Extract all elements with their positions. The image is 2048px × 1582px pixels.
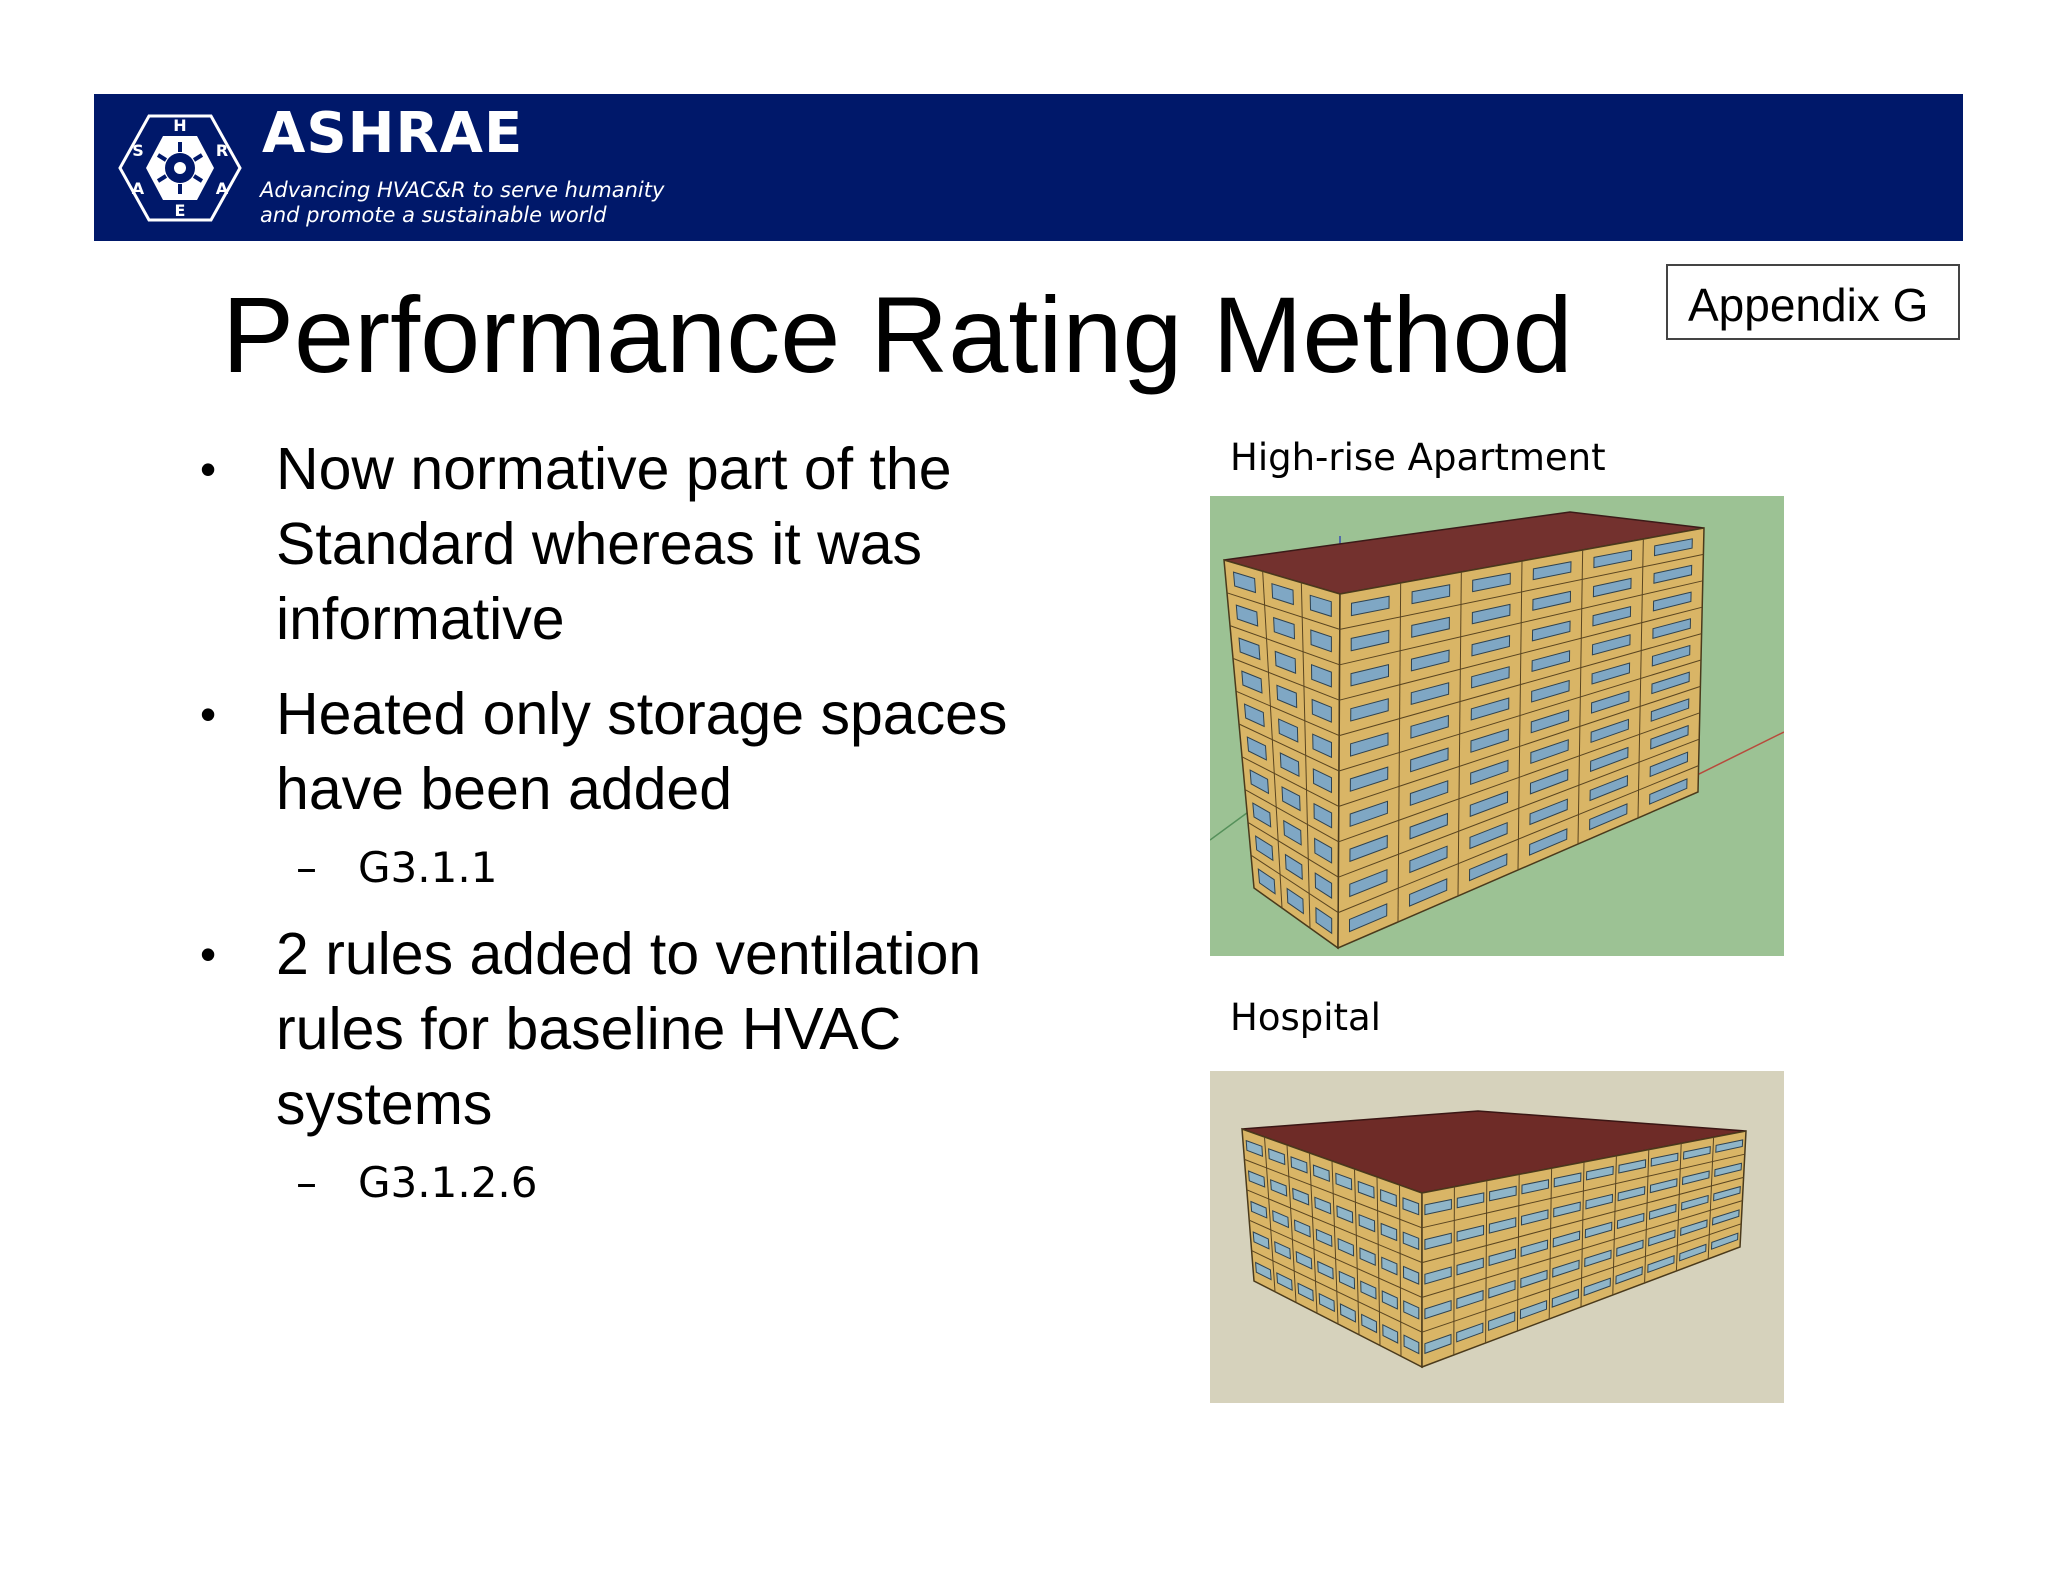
bullet-text: 2 rules added to ventilation rules for baseline HVAC systems (276, 921, 982, 1137)
apartment-building-image (1210, 496, 1784, 956)
sub-bullet-item (200, 841, 1080, 895)
tagline-line: Advancing HVAC&R to serve humanity (260, 178, 665, 202)
sub-bullet-dash: – (296, 1158, 317, 1207)
logo-letter: A (131, 179, 145, 198)
hospital-building-image (1210, 1071, 1784, 1403)
bullet-text: Now normative part of the Standard whereas it was informative (276, 436, 952, 652)
figure-label-hospital: Hospital (1230, 996, 1381, 1039)
brand-name: ASHRAE (262, 101, 524, 166)
logo-letter: S (132, 141, 144, 160)
figure-label-apartment: High-rise Apartment (1230, 436, 1606, 479)
slide-title: Performance Rating Method (222, 274, 1573, 395)
tagline (260, 178, 664, 228)
logo-letter: A (215, 179, 229, 198)
logo-letter: R (215, 141, 229, 160)
header-banner (94, 94, 1963, 241)
sub-bullet-dash: – (296, 843, 317, 892)
bullet-item (200, 432, 1080, 657)
bullet-dot: • (200, 928, 217, 980)
sub-bullet-text: G3.1.1 (358, 843, 498, 892)
bullet-item (200, 677, 1080, 827)
bullet-dot: • (200, 443, 217, 495)
logo-letter: E (174, 201, 186, 220)
appendix-badge: Appendix G (1666, 264, 1960, 340)
ashrae-logo-icon (118, 112, 242, 224)
sub-bullet-item (200, 1156, 1080, 1210)
bullet-item (200, 917, 1080, 1142)
sub-bullet-text: G3.1.2.6 (358, 1158, 538, 1207)
tagline-line: and promote a sustainable world (260, 203, 607, 227)
logo-letter: H (173, 116, 187, 135)
bullet-dot: • (200, 688, 217, 740)
bullet-list (200, 432, 1080, 1232)
bullet-text: Heated only storage spaces have been added (276, 681, 1008, 822)
